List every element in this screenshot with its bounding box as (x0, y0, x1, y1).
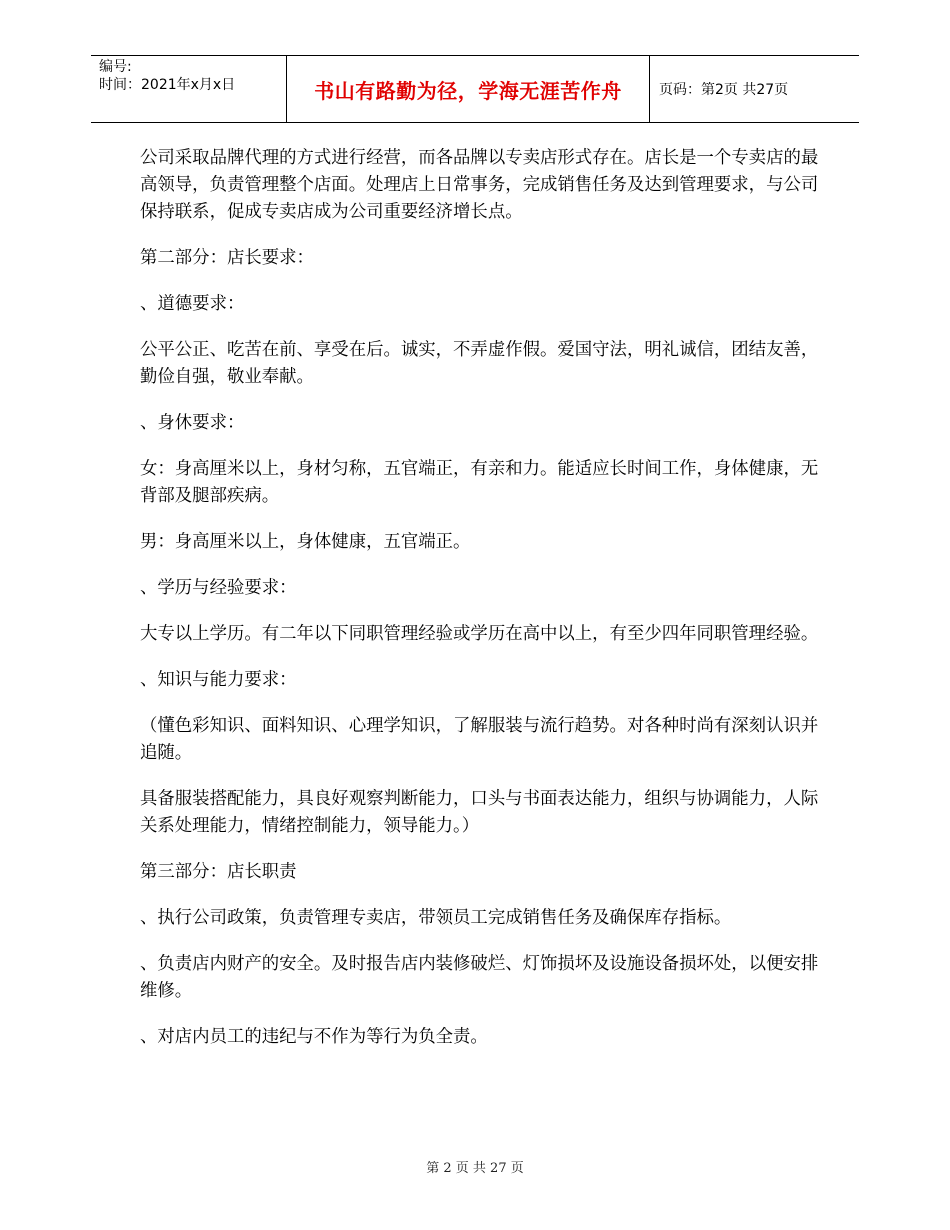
physical-female-paragraph: 女：身高厘米以上，身材匀称，五官端正，有亲和力。能适应长时间工作，身体健康，无背部及腿部疾病。 (140, 459, 819, 506)
education-paragraph: 大专以上学历。有二年以下同职管理经验或学历在高中以上，有至少四年同职管理经验。 (140, 624, 819, 644)
duty-item: 、对店内员工的违纪与不作为等行为负全责。 (140, 1027, 488, 1047)
header-motto: 书山有路勤为径，学海无涯苦作舟 (314, 78, 622, 103)
document-number-label: 编号: (99, 59, 132, 75)
duty-item: 、负责店内财产的安全。及时报告店内装修破烂、灯饰损坏及设施设备损坏处，以便安排维修。 (140, 954, 819, 1001)
moral-paragraph: 公平公正、吃苦在前、享受在后。诚实，不弄虚作假。爱国守法，明礼诚信，团结友善，勤俭自强，敬业奉献。 (140, 340, 819, 387)
subheading-knowledge: 、知识与能力要求： (140, 670, 297, 690)
subheading-education: 、学历与经验要求： (140, 578, 297, 598)
intro-paragraph: 公司采取品牌代理的方式进行经营，而各品牌以专卖店形式存在。店长是一个专卖店的最高领导，负责管理整个店面。处理店上日常事务，完成销售任务及达到管理要求，与公司保持联系，促成专卖店成为公司重要经济增长点。 (140, 148, 819, 222)
section-heading-requirements: 第二部分：店长要求： (140, 248, 314, 268)
duty-item: 、执行公司政策，负责管理专卖店，带领员工完成销售任务及确保库存指标。 (140, 908, 732, 928)
subheading-moral: 、道德要求： (140, 294, 245, 314)
subheading-physical: 、身休要求： (140, 413, 245, 433)
header-divider (649, 56, 650, 122)
header-page-number: 页码：第2页 共27页 (659, 82, 789, 98)
page-footer: 第 2 页 共 27 页 (426, 1161, 524, 1176)
section-heading-duties: 第三部分：店长职责 (140, 862, 297, 882)
document-body (140, 145, 830, 1070)
header-meta (99, 58, 284, 94)
ability-paragraph: 具备服装搭配能力，具良好观察判断能力，口头与书面表达能力，组织与协调能力，人际关系处理能力，情绪控制能力，领导能力。） (140, 789, 819, 836)
page-header (91, 55, 859, 123)
knowledge-paragraph: （懂色彩知识、面料知识、心理学知识，了解服装与流行趋势。对各种时尚有深刻认识并 追随。 (140, 716, 819, 763)
physical-male-paragraph: 男：身高厘米以上，身体健康，五官端正。 (140, 532, 471, 552)
document-time-label: 时间：2021年x月x日 (99, 77, 236, 93)
